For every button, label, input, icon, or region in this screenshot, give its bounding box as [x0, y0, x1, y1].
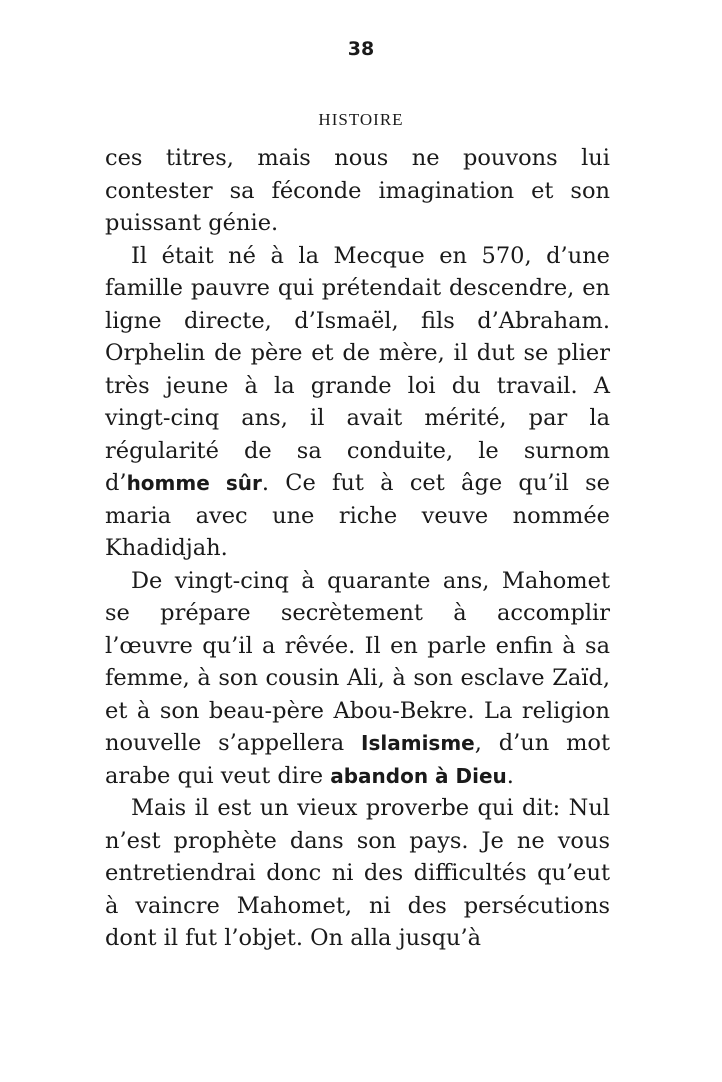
paragraph: [105, 792, 610, 955]
text-span: ces titres, mais nous ne pouvons lui contester sa féconde imagination et son puissant génie.: [105, 145, 610, 236]
bold-term: homme sûr: [126, 471, 262, 495]
running-title: HISTOIRE: [318, 110, 404, 129]
bold-term: Islamisme: [361, 731, 475, 755]
text-span: Mais il est un vieux proverbe qui dit: Nul n’est prophète dans son pays. Je ne vous entretiendrai donc ni des difficultés qu’eut à vaincre Mahomet, ni des persécutions dont il fut l’objet. On alla jusqu’à: [105, 795, 610, 951]
body-text: [105, 142, 610, 955]
text-span: .: [506, 762, 514, 789]
paragraph: [105, 142, 610, 240]
page-number: 38: [347, 38, 375, 60]
text-span: De vingt-cinq à quarante ans, Mahomet se prépare secrètement à accomplir l’œuvre qu’il a rêvée. Il en parle enfin à sa femme, à son cousin Ali, à son esclave Zaïd, et à son beau-père Abou-Bekre. La religion nouvelle s’appellera: [105, 567, 610, 756]
text-span: . Ce fut à cet âge qu’il se maria avec une riche veuve nommée Khadidjah.: [105, 470, 610, 561]
paragraph: [105, 240, 610, 565]
text-span: , d’un mot arabe qui veut dire: [105, 730, 610, 789]
paragraph: [105, 565, 610, 793]
bold-term: abandon à Dieu: [330, 763, 507, 788]
text-span: Il était né à la Mecque en 570, d’une famille pauvre qui prétendait descendre, en ligne directe, d’Ismaël, fils d’Abraham. Orphelin de père et de mère, il dut se plier très jeune à la grande loi du travail. A vingt-cinq ans, il avait mérité, par la régularité de sa conduite, le surnom d’: [105, 242, 610, 496]
